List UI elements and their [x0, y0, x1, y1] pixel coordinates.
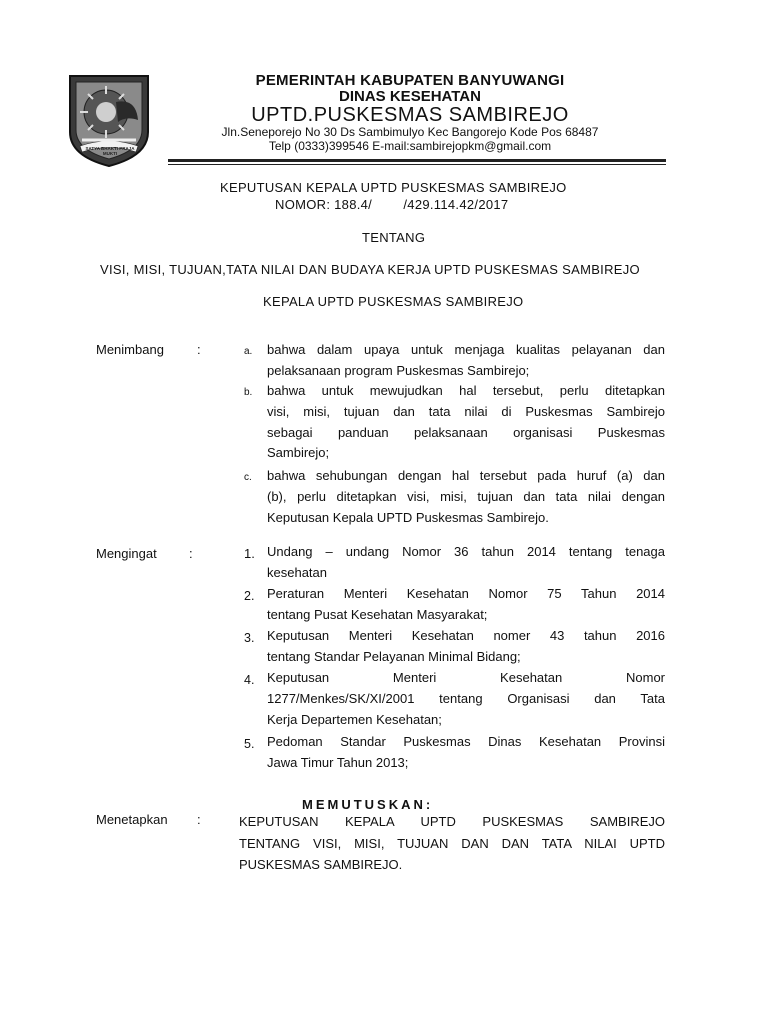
- menetapkan-colon: :: [197, 812, 201, 827]
- mengingat-item-1: [267, 542, 665, 584]
- decree-number: NOMOR: 188.4/ /429.114.42/2017: [275, 197, 509, 212]
- menetapkan-label: Menetapkan: [96, 812, 168, 827]
- item-line: KEPUTUSAN KEPALA UPTD PUSKESMAS SAMBIREJO: [239, 814, 665, 829]
- menimbang-label: Menimbang: [96, 342, 164, 357]
- item-line: tentang Pusat Kesehatan Masyarakat;: [267, 606, 488, 622]
- institution-name: UPTD.PUSKESMAS SAMBIREJO: [251, 104, 569, 126]
- government-name: PEMERINTAH KABUPATEN BANYUWANGI: [255, 72, 565, 89]
- item-line: Keputusan Menteri Kesehatan Nomor: [267, 670, 665, 685]
- item-line: bahwa untuk mewujudkan hal tersebut, perlu ditetapkan: [267, 383, 665, 398]
- decree-subject: VISI, MISI, TUJUAN,TATA NILAI DAN BUDAYA KERJA UPTD PUSKESMAS SAMBIREJO: [100, 262, 640, 277]
- mengingat-item-5: [267, 732, 665, 774]
- item-line: Kerja Departemen Kesehatan;: [267, 711, 442, 727]
- tentang-heading: TENTANG: [362, 230, 426, 245]
- item-line: Sambirejo;: [267, 445, 330, 461]
- decree-title: KEPUTUSAN KEPALA UPTD PUSKESMAS SAMBIREJO: [220, 180, 567, 195]
- item-line: TENTANG VISI, MISI, TUJUAN DAN DAN TATA NILAI UPTD: [239, 835, 665, 851]
- mengingat-colon: :: [189, 546, 193, 561]
- menetapkan-text: [239, 811, 665, 876]
- menimbang-item-c: [267, 466, 665, 528]
- list-number: 2.: [244, 589, 255, 603]
- issuing-official: KEPALA UPTD PUSKESMAS SAMBIREJO: [263, 294, 524, 309]
- menimbang-item-b: [267, 381, 665, 464]
- item-line: PUSKESMAS SAMBIREJO.: [239, 857, 403, 872]
- item-line: sebagai panduan pelaksanaan organisasi Puskesmas: [267, 424, 665, 440]
- department-name: DINAS KESEHATAN: [339, 88, 481, 105]
- item-line: Undang – undang Nomor 36 tahun 2014 tentang tenaga: [267, 544, 665, 559]
- list-number: 5.: [244, 737, 255, 751]
- list-number: 3.: [244, 631, 255, 645]
- contact-line: Telp (0333)399546 E-mail:sambirejopkm@gmail.com: [268, 139, 552, 153]
- item-line: bahwa dalam upaya untuk menjaga kualitas pelayanan dan: [267, 342, 665, 357]
- item-line: tentang Standar Pelayanan Minimal Bidang;: [267, 648, 521, 664]
- mengingat-item-2: [267, 584, 665, 626]
- letterhead-rule-thick: [168, 159, 666, 162]
- item-line: Jawa Timur Tahun 2013;: [267, 754, 409, 770]
- item-line: Pedoman Standar Puskesmas Dinas Kesehatan Provinsi: [267, 734, 665, 749]
- item-line: visi, misi, tujuan dan tata nilai di Puskesmas Sambirejo: [267, 403, 665, 419]
- mengingat-item-4: [267, 668, 665, 730]
- mengingat-item-3: [267, 626, 665, 668]
- list-number: 4.: [244, 673, 255, 687]
- address-line: Jln.Seneporejo No 30 Ds Sambimulyo Kec Bangorejo Kode Pos 68487: [221, 125, 599, 139]
- item-line: Keputusan Kepala UPTD Puskesmas Sambirejo.: [267, 509, 549, 525]
- item-line: Keputusan Menteri Kesehatan nomer 43 tahun 2016: [267, 628, 665, 643]
- item-line: Peraturan Menteri Kesehatan Nomor 75 Tahun 2014: [267, 586, 665, 601]
- list-marker: b.: [244, 387, 253, 398]
- menimbang-colon: :: [197, 342, 201, 357]
- item-line: (b), perlu ditetapkan visi, misi, tujuan dan tata nilai dengan: [267, 488, 665, 504]
- item-line: pelaksanaan program Puskesmas Sambirejo;: [267, 362, 530, 378]
- list-marker: a.: [244, 346, 253, 357]
- memutuskan-heading: MEMUTUSKAN:: [302, 797, 434, 812]
- item-line: 1277/Menkes/SK/XI/2001 tentang Organisasi dan Tata: [267, 690, 665, 706]
- list-number: 1.: [244, 546, 255, 561]
- item-line: kesehatan: [267, 564, 327, 580]
- letterhead-rule-thin: [168, 164, 666, 165]
- mengingat-label: Mengingat: [96, 546, 157, 561]
- item-line: bahwa sehubungan dengan hal tersebut pada huruf (a) dan: [267, 468, 665, 483]
- logo-motto: SATYA BHAKTI PRAJA MUKTI: [85, 146, 135, 156]
- menimbang-item-a: [267, 340, 665, 382]
- list-marker: c.: [244, 472, 252, 483]
